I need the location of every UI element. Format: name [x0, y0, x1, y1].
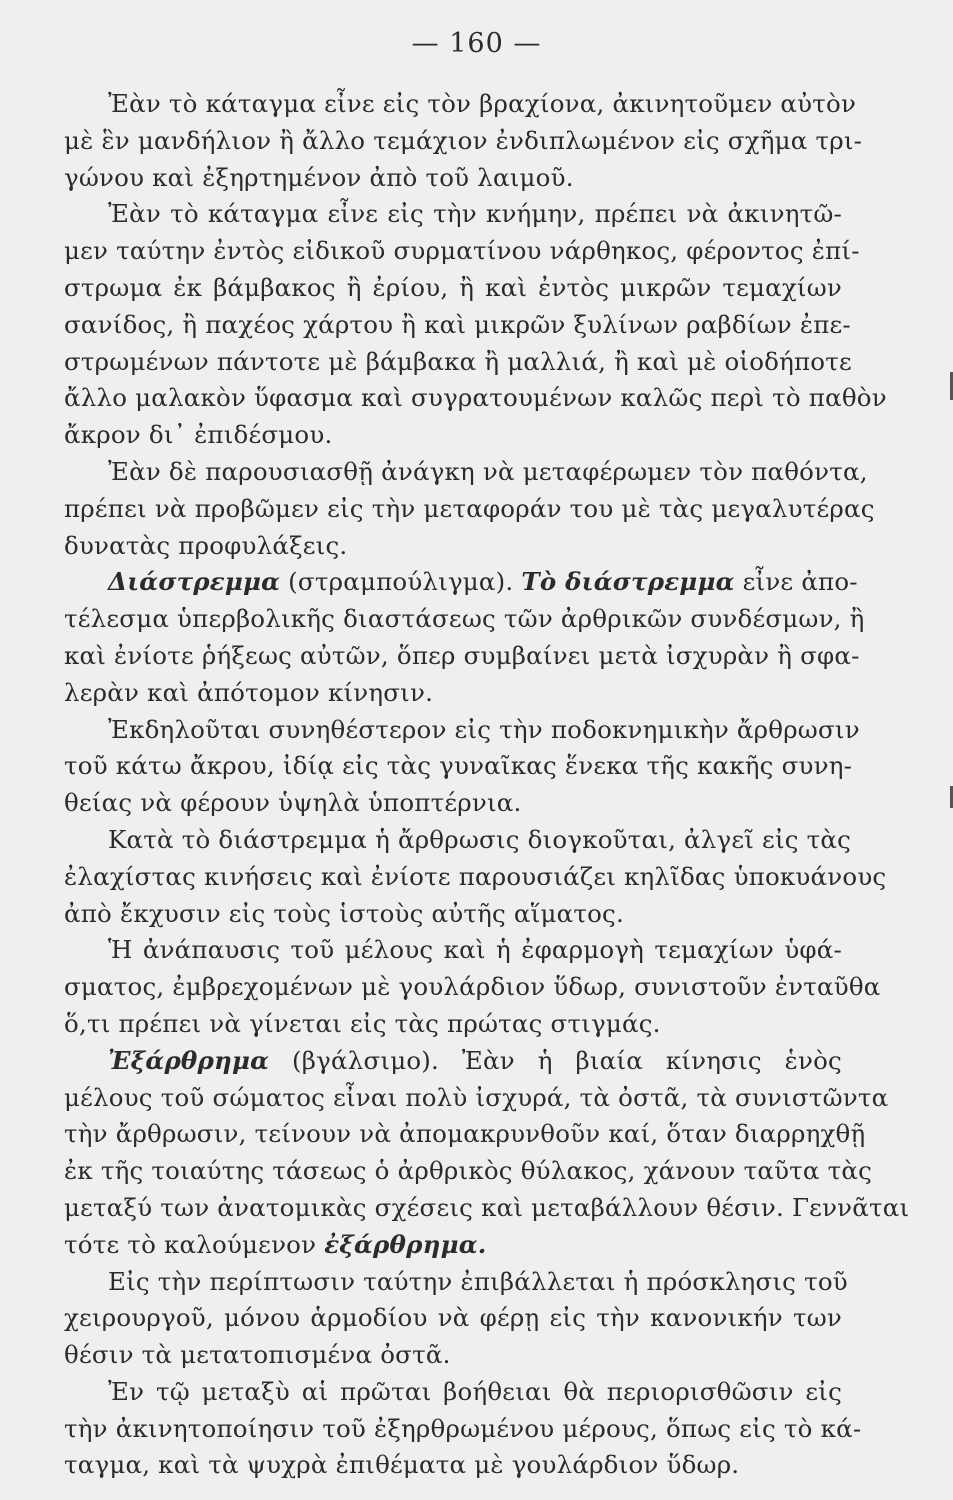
- page-number: — 160 —: [411, 28, 542, 59]
- text-line: Ἐὰν δὲ παρουσιασθῇ ἀνάγκη νὰ μεταφέρωμεν τὸν παθόντα,: [108, 456, 868, 486]
- text-line: μὲ ἓν μανδήλιον ἢ ἄλλο τεμάχιον ἐνδιπλωμένον εἰς σχῆμα τρι-: [64, 125, 863, 155]
- text-line: θείας νὰ φέρουν ὑψηλὰ ὑποπτέρνια.: [64, 788, 522, 818]
- text-line: Ἐὰν τὸ κάταγμα εἶνε εἰς τὴν κνήμην, πρέπει νὰ ἀκινητῶ-: [108, 199, 842, 229]
- text-line: στρωμα ἐκ βάμβακος ἢ ἐρίου, ἢ καὶ ἐντὸς μικρῶν τεμαχίων: [64, 272, 842, 302]
- text-line: γώνου καὶ ἐξηρτημένον ἀπὸ τοῦ λαιμοῦ.: [64, 162, 574, 192]
- text-line: Κατὰ τὸ διάστρεμμα ἡ ἄρθρωσις διογκοῦται, ἀλγεῖ εἰς τὰς: [108, 824, 852, 854]
- text-line: καὶ ἐνίοτε ῥήξεως αὐτῶν, ὅπερ συμβαίνει μετὰ ἰσχυρὰν ἢ σφα-: [64, 640, 860, 670]
- body-text: [64, 86, 910, 1484]
- text-line: ἐλαχίστας κινήσεις καὶ ἐνίοτε παρουσιάζει κηλῖδας ὑποκυάνους: [64, 861, 887, 891]
- text-line: Διάστρεμμα (στραμπούλιγμα). Τὸ διάστρεμμα εἶνε ἀπο-: [108, 567, 858, 597]
- text-line: Εἰς τὴν περίπτωσιν ταύτην ἐπιβάλλεται ἡ πρόσκλησις τοῦ: [108, 1266, 848, 1296]
- text-line: ἐκ τῆς τοιαύτης τάσεως ὁ ἀρθρικὸς θύλακος, χάνουν ταῦτα τὰς: [64, 1156, 873, 1186]
- text-line: στρωμένων πάντοτε μὲ βάμβακα ἢ μαλλιά, ἢ καὶ μὲ οἱοδήποτε: [64, 346, 852, 376]
- text-line: Ἐκδηλοῦται συνηθέστερον εἰς τὴν ποδοκνημικὴν ἄρθρωσιν: [108, 714, 860, 744]
- text-line: Ἐὰν τὸ κάταγμα εἶνε εἰς τὸν βραχίονα, ἀκινητοῦμεν αὐτὸν: [108, 89, 857, 118]
- text-line: τότε τὸ καλούμενον ἐξάρθρημα.: [64, 1229, 487, 1259]
- text-line: Ἐν τῷ μεταξὺ αἱ πρῶται βοήθειαι θὰ περιορισθῶσιν εἰς: [108, 1376, 842, 1406]
- text-line: τοῦ κάτω ἄκρου, ἰδίᾳ εἰς τὰς γυναῖκας ἕνεκα τῆς κακῆς συνη-: [64, 751, 853, 781]
- section-heading: Διάστρεμμα: [108, 567, 281, 597]
- text-line: μέλους τοῦ σώματος εἶναι πολὺ ἰσχυρά, τὰ ὀστᾶ, τὰ συνιστῶντα: [64, 1082, 889, 1112]
- text-line: τὴν ἄρθρωσιν, τείνουν νὰ ἀπομακρυνθοῦν καί, ὅταν διαρρηχθῇ: [64, 1119, 866, 1149]
- defined-term: ἐξάρθρημα.: [324, 1229, 487, 1259]
- section-heading: Ἐξάρθρημα: [108, 1045, 270, 1075]
- text-line: Ἐξάρθρημα (βγάλσιμο). Ἐὰν ἡ βιαία κίνησις ἑνὸς: [108, 1045, 842, 1075]
- text-line: σματος, ἐμβρεχομένων μὲ γουλάρδιον ὕδωρ, συνιστοῦν ἐνταῦθα: [64, 972, 881, 1002]
- text-line: δυνατὰς προφυλάξεις.: [64, 530, 348, 560]
- text-line: θέσιν τὰ μετατοπισμένα ὀστᾶ.: [64, 1340, 451, 1370]
- defined-term: Τὸ διάστρεμμα: [521, 567, 735, 597]
- text-line: χειρουργοῦ, μόνου ἁρμοδίου νὰ φέρῃ εἰς τὴν κανονικήν των: [64, 1303, 842, 1333]
- text-line: μεν ταύτην ἐντὸς εἰδικοῦ συρματίνου νάρθηκος, φέροντος ἐπί-: [64, 236, 860, 266]
- text-line: ἄλλο μαλακὸν ὕφασμα καὶ συγρατουμένων καλῶς περὶ τὸ παθὸν: [64, 383, 887, 413]
- text-line: λερὰν καὶ ἀπότομον κίνησιν.: [64, 677, 434, 707]
- text-line: τέλεσμα ὑπερβολικῆς διαστάσεως τῶν ἀρθρικῶν συνδέσμων, ἢ: [64, 604, 865, 634]
- text-line: μεταξύ των ἀνατομικὰς σχέσεις καὶ μεταβάλλουν θέσιν. Γεννᾶται: [64, 1192, 910, 1222]
- text-line: πρέπει νὰ προβῶμεν εἰς τὴν μεταφοράν του μὲ τὰς μεγαλυτέρας: [64, 493, 875, 523]
- text-line: ἀπὸ ἔκχυσιν εἰς τοὺς ἱστοὺς αὐτῆς αἵματος.: [64, 898, 624, 928]
- text-line: Ἡ ἀνάπαυσις τοῦ μέλους καὶ ἡ ἐφαρμογὴ τεμαχίων ὑφά-: [108, 935, 842, 965]
- text-line: σανίδος, ἢ παχέος χάρτου ἢ καὶ μικρῶν ξυλίνων ραβδίων ἐπε-: [64, 309, 851, 339]
- text-line: ταγμα, καὶ τὰ ψυχρὰ ἐπιθέματα μὲ γουλάρδιον ὕδωρ.: [64, 1450, 740, 1480]
- text-line: ὅ,τι πρέπει νὰ γίνεται εἰς τὰς πρώτας στιγμάς.: [64, 1008, 661, 1038]
- text-line: ἄκρον δι᾽ ἐπιδέσμου.: [64, 420, 333, 450]
- text-line: τὴν ἀκινητοποίησιν τοῦ ἐξηρθρωμένου μέρους, ὅπως εἰς τὸ κά-: [64, 1413, 862, 1443]
